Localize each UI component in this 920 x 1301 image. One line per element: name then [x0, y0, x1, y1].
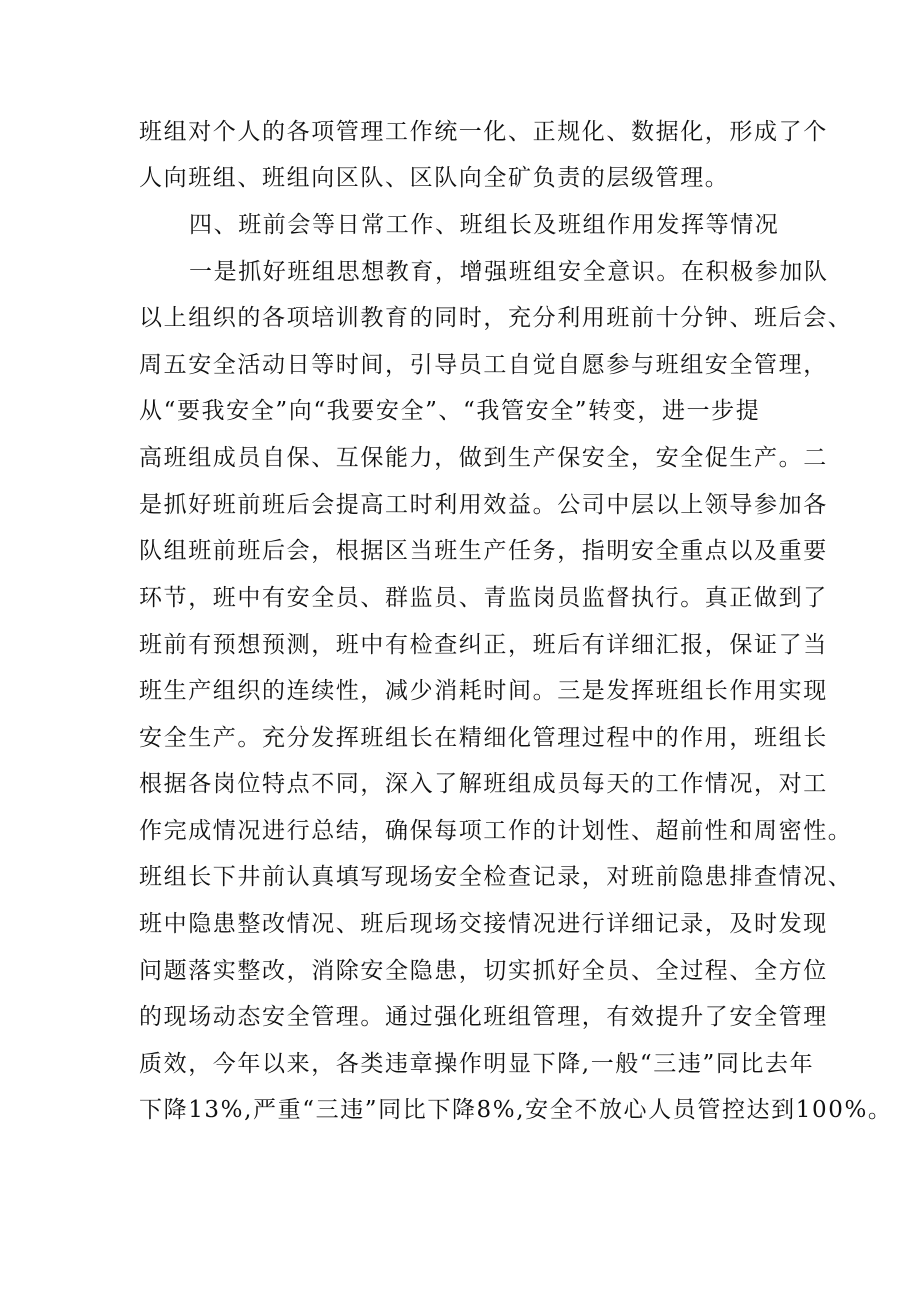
- paragraph-line: 班生产组织的连续性，减少消耗时间。三是发挥班组长作用实现: [139, 678, 828, 704]
- paragraph-line: 人向班组、班组向区队、区队向全矿负责的层级管理。: [139, 165, 730, 191]
- paragraph-line: 班组对个人的各项管理工作统一化、正规化、数据化，形成了个: [139, 119, 828, 145]
- paragraph-line: 班组长下井前认真填写现场安全检查记录，对班前隐患排查情况、: [139, 864, 853, 890]
- paragraph-line: 是抓好班前班后会提高工时利用效益。公司中层以上领导参加各: [139, 492, 828, 518]
- paragraph-line: 根据各岗位特点不同，深入了解班组成员每天的工作情况，对工: [139, 771, 828, 797]
- paragraph-line: 的现场动态安全管理。通过强化班组管理，有效提升了安全管理: [139, 1004, 828, 1030]
- paragraph-line: 班前有预想预测，班中有检查纠正，班后有详细汇报，保证了当: [139, 632, 828, 658]
- paragraph-line: 问题落实整改，消除安全隐患，切实抓好全员、全过程、全方位: [139, 958, 828, 984]
- paragraph-line: 一是抓好班组思想教育，增强班组安全意识。在积极参加队: [189, 259, 829, 285]
- paragraph-line: 周五安全活动日等时间，引导员工自觉自愿参与班组安全管理，: [139, 352, 828, 378]
- paragraph-line: 作完成情况进行总结，确保每项工作的计划性、超前性和周密性。: [139, 818, 853, 844]
- section-heading: 四、班前会等日常工作、班组长及班组作用发挥等情况: [189, 212, 780, 238]
- paragraph-line: 高班组成员自保、互保能力，做到生产保安全，安全促生产。二: [139, 445, 828, 471]
- paragraph-line: 安全生产。充分发挥班组长在精细化管理过程中的作用，班组长: [139, 725, 828, 751]
- paragraph-line: 环节，班中有安全员、群监员、青监岗员监督执行。真正做到了: [139, 585, 828, 611]
- paragraph-line: 从“要我安全”向“我要安全”、“我管安全”转变，进一步提: [139, 398, 761, 424]
- paragraph-line: 以上组织的各项培训教育的同时，充分利用班前十分钟、班后会、: [139, 305, 853, 331]
- paragraph-line: 质效，今年以来，各类违章操作明显下降,一般“三违”同比去年: [139, 1051, 815, 1077]
- paragraph-line: 班中隐患整改情况、班后现场交接情况进行详细记录，及时发现: [139, 911, 828, 937]
- paragraph-line: 队组班前班后会，根据区当班生产任务，指明安全重点以及重要: [139, 538, 828, 564]
- paragraph-line: 下降13%,严重“三违”同比下降8%,安全不放心人员管控达到100%。: [139, 1097, 893, 1123]
